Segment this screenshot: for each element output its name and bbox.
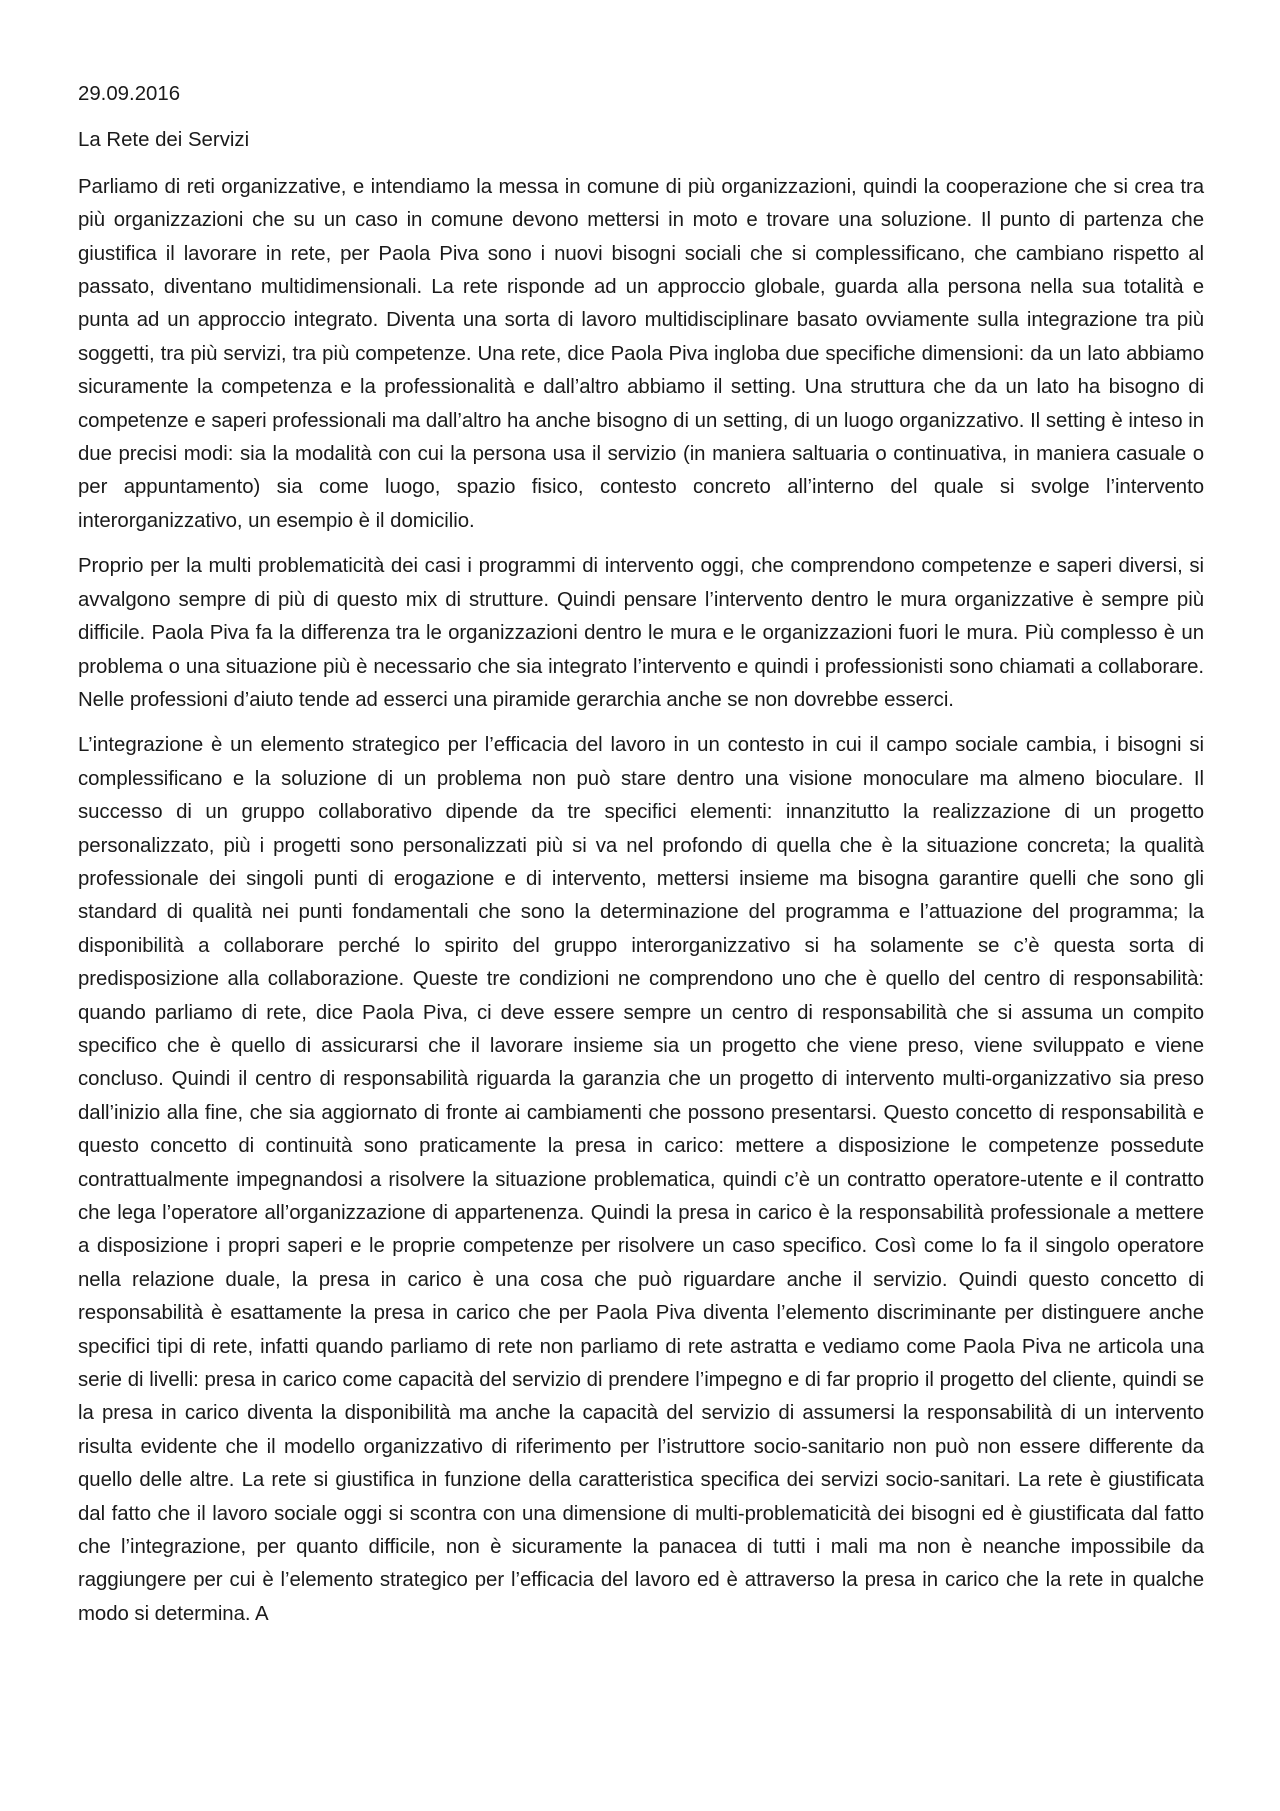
paragraph-1: Parliamo di reti organizzative, e intendiamo la messa in comune di più organizzazioni, quindi la cooperazione che si crea tra più organizzazioni che su un caso in comune devono mettersi in moto e trovare una soluzione. Il punto di partenza che giustifica il lavorare in rete, per Paola Piva sono i nuovi bisogni sociali che si complessificano, che cambiano rispetto al passato, diventano multidimensionali. La rete risponde ad un approccio globale, guarda alla persona nella sua totalità e punta ad un approccio integrato. Diventa una sorta di lavoro multidisciplinare basato ovviamente sulla integrazione tra più soggetti, tra più servizi, tra più competenze. Una rete, dice Paola Piva ingloba due specifiche dimensioni: da un lato abbiamo sicuramente la competenza e la professionalità e dall’altro abbiamo il setting. Una struttura che da un lato ha bisogno di competenze e saperi professionali ma dall’altro ha anche bisogno di un setting, di un luogo organizzativo. Il setting è inteso in due precisi modi: sia la modalità con cui la persona usa il servizio (in maniera saltuaria o continuativa, in maniera casuale o per appuntamento) sia come luogo, spazio fisico, contesto concreto all’interno del quale si svolge l’intervento interorganizzativo, un esempio è il domicilio. [78, 175, 1204, 532]
document-page [78, 78, 1204, 1643]
document-date: 29.09.2016 [78, 83, 181, 105]
paragraph-3: L’integrazione è un elemento strategico per l’efficacia del lavoro in un contesto in cui il campo sociale cambia, i bisogni si complessificano e la soluzione di un problema non può stare dentro una visione monoculare ma almeno bioculare. Il successo di un gruppo collaborativo dipende da tre specifici elementi: innanzitutto la realizzazione di un progetto personalizzato, più i progetti sono personalizzati più si va nel profondo di quella che è la situazione concreta; la qualità professionale dei singoli punti di erogazione e di intervento, mettersi insieme ma bisogna garantire quelli che sono gli standard di qualità nei punti fondamentali che sono la determinazione del programma e l’attuazione del programma; la disponibilità a collaborare perché lo spirito del gruppo interorganizzativo si ha solamente se c’è questa sorta di predisposizione alla collaborazione. Queste tre condizioni ne comprendono uno che è quello del centro di responsabilità: quando parliamo di rete, dice Paola Piva, ci deve essere sempre un centro di responsabilità che si assuma un compito specifico che è quello di assicurarsi che il lavorare insieme sia un progetto che viene preso, viene sviluppato e viene concluso. Quindi il centro di responsabilità riguarda la garanzia che un progetto di intervento multi-organizzativo sia preso dall’inizio alla fine, che sia aggiornato di fronte ai cambiamenti che possono presentarsi. Questo concetto di responsabilità e questo concetto di continuità sono praticamente la presa in carico: mettere a disposizione le competenze possedute contrattualmente impegnandosi a risolvere la situazione problematica, quindi c’è un contratto operatore-utente e il contratto che lega l’operatore all’organizzazione di appartenenza. Quindi la presa in carico è la responsabilità professionale a mettere a disposizione i propri saperi e le proprie competenze per risolvere un caso specifico. Così come lo fa il singolo operatore nella relazione duale, la presa in carico è una cosa che può riguardare anche il servizio. Quindi questo concetto di responsabilità è esattamente la presa in carico che per Paola Piva diventa l’elemento discriminante per distinguere anche specifici tipi di rete, infatti quando parliamo di rete non parliamo di rete astratta e vediamo come Paola Piva ne articola una serie di livelli: presa in carico come capacità del servizio di prendere l’impegno e di far proprio il progetto del cliente, quindi se la presa in carico diventa la disponibilità ma anche la capacità del servizio di assumersi la responsabilità di un intervento risulta evidente che il modello organizzativo di riferimento per l’istruttore socio-sanitario non può non essere differente da quello delle altre. La rete si giustifica in funzione della caratteristica specifica dei servizi socio-sanitari. La rete è giustificata dal fatto che il lavoro sociale oggi si scontra con una dimensione di multi-problematicità dei bisogni ed è giustificata dal fatto che l’integrazione, per quanto difficile, non è sicuramente la panacea di tutti i mali ma non è neanche impossibile da raggiungere per cui è l’elemento strategico per l’efficacia del lavoro ed è attraverso la presa in carico che la rete in qualche modo si determina. A [78, 734, 1204, 1625]
paragraph-2: Proprio per la multi problematicità dei casi i programmi di intervento oggi, che comprendono competenze e saperi diversi, si avvalgono sempre di più di questo mix di strutture. Quindi pensare l’intervento dentro le mura organizzative è sempre più difficile. Paola Piva fa la differenza tra le organizzazioni dentro le mura e le organizzazioni fuori le mura. Più complesso è un problema o una situazione più è necessario che sia integrato l’intervento e quindi i professionisti sono chiamati a collaborare. Nelle professioni d’aiuto tende ad esserci una piramide gerarchia anche se non dovrebbe esserci. [78, 555, 1204, 711]
document-title: La Rete dei Servizi [78, 129, 250, 152]
